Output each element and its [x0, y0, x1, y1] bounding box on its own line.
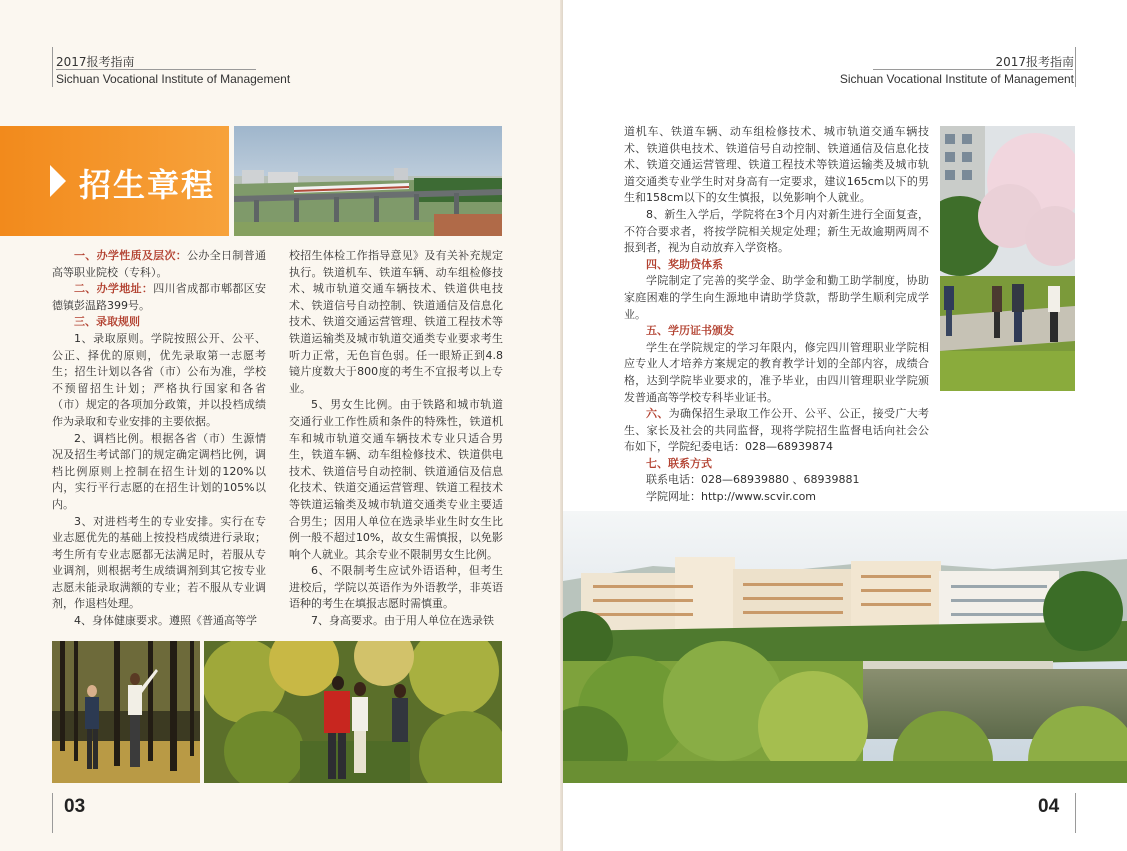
paragraph-gender-ratio: 5、男女生比例。由于铁路和城市轨道交通行业工作性质和条件的特殊性，铁道机车和城市轨道交通车辆技术专业只适合男生，铁道车辆、动车组检修技术、铁道供电技术、铁道信号自动控制、铁道通信及信息化技术、铁道交通运营管理、铁道工程技术等铁道运输类及城市轨道交通类专业主要适合男生；因用人单位在选录毕业生时女生比例一般不超过10%，故女生需慎报，以免影响个人就业。其余专业不限制男女生比例。 [289, 398, 503, 561]
paragraph-financial-aid: 学院制定了完善的奖学金、助学金和勤工助学制度，协助家庭困难的学生向生源地申请助学贷款，帮助学生顺利完成学业。 [624, 274, 929, 321]
arrow-icon [50, 165, 66, 197]
paragraph-health-cont: 校招生体检工作指导意见》及有关补充规定执行。铁道机车、铁道车辆、动车组检修技术、城市轨道交通车辆技术、铁道供电技术、铁道信号自动控制、铁道通信及信息化技术、铁道交通运营管理、铁道工程技术等铁道运输类及城市轨道交通类专业要求考生听力正常，无色盲色弱。任一眼矫正到4.8镜片度数大于800度的考生不宜报考以上专业。 [289, 249, 503, 395]
heading-diploma: 五、学历证书颁发 [646, 324, 734, 338]
right-page [563, 0, 1127, 851]
heading-financial-aid: 四、奖助贷体系 [646, 257, 723, 271]
contact-phone: 联系电话：028—68939880 、68939881 [646, 473, 860, 487]
footer-rule-vertical [1075, 793, 1076, 833]
header-subtitle: Sichuan Vocational Institute of Management [56, 72, 291, 86]
paragraph-admission-principle: 1、录取原则。学院按照公开、公平、公正、择优的原则，优先录取第一志愿考生；招生计划以各省（市）公布为准，学校不预留招生计划；严格执行国家和各省（市）规定的各项加分政策，并以投档成绩作为录取和专业安排的主要依据。 [52, 331, 266, 428]
text-column-3 [624, 124, 929, 506]
header-rule [873, 69, 1073, 70]
contact-website: 学院网址：http://www.scvir.com [646, 490, 817, 504]
forest-students-photo [52, 641, 200, 783]
paragraph-language: 6、不限制考生应试外语语种，但考生进校后，学院以英语作为外语教学，非英语语种的考生在填报志愿时需慎重。 [289, 564, 503, 611]
train-bridge-photo [234, 126, 502, 236]
heading-address: 二、办学地址：四川省成都市郫都区安德镇彭温路399号。 [52, 282, 266, 312]
heading-nature: 一、办学性质及层次：公办全日制普通高等职业院校（专科）。 [52, 249, 266, 279]
page-number: 03 [64, 796, 86, 817]
header-rule [56, 69, 256, 70]
header-title: 2017报考指南 [995, 55, 1074, 69]
left-page [0, 0, 563, 851]
paragraph-major-arrangement: 3、对进档考生的专业安排。实行在专业志愿优先的基础上按投档成绩进行录取；考生所有专业志愿都无法满足时，若服从专业调剂，则根据考生成绩调剂到其它按专业志愿未能录取满额的专业；若不服从专业调剂，作退档处理。 [52, 514, 266, 611]
footer-rule-vertical [52, 793, 53, 833]
paragraph-height-cont: 道机车、铁道车辆、动车组检修技术、城市轨道交通车辆技术、铁道供电技术、铁道信号自动控制、铁道通信及信息化技术、铁道交通运营管理、铁道工程技术等铁道运输类及城市轨道交通类专业学生时对身高有一定要求，建议165cm以下的男生和158cm以下的女生慎报，以免影响个人就业。 [624, 125, 929, 205]
heading-admission-rules: 三、录取规则 [74, 315, 140, 329]
campus-blossom-photo [940, 126, 1075, 391]
header-rule-vertical [52, 47, 53, 87]
paragraph-recheck: 8、新生入学后，学院将在3个月内对新生进行全面复查，不符合要求者，将按学院相关规定处理；新生无故逾期两周不报到者，视为自动放弃入学资格。 [624, 207, 929, 255]
garden-students-photo [204, 641, 502, 783]
campus-landscape-photo [563, 511, 1127, 783]
paragraph-ratio: 2、调档比例。根据各省（市）生源情况及招生考试部门的规定确定调档比例，调档比例原则上控制在招生计划的120%以内，实行平行志愿的在招生计划的105%以内。 [52, 431, 266, 511]
paragraph-height: 7、身高要求。由于用人单位在选录铁 [311, 614, 494, 628]
section-title: 招生章程 [79, 166, 216, 204]
header-subtitle: Sichuan Vocational Institute of Management [839, 72, 1074, 86]
header-title: 2017报考指南 [56, 55, 135, 69]
text-column-1 [52, 248, 266, 630]
page-number: 04 [1038, 796, 1060, 817]
header-rule-vertical [1075, 47, 1076, 87]
heading-supervision: 六、为确保招生录取工作公开、公平、公正，接受广大考生、家长及社会的共同监督，现将学院招生监督电话向社会公布如下，学院纪委电话：028—68939874 [624, 407, 930, 454]
paragraph-health: 4、身体健康要求。遵照《普通高等学 [74, 614, 257, 628]
paragraph-diploma: 学生在学院规定的学习年限内，修完四川管理职业学院相应专业人才培养方案规定的教育教学计划的全部内容，成绩合格，达到学院毕业要求的，准予毕业，由四川管理职业学院颁发普通高等学校专科毕业证书。 [624, 340, 929, 404]
text-column-2 [289, 248, 503, 630]
heading-contact: 七、联系方式 [646, 456, 712, 470]
